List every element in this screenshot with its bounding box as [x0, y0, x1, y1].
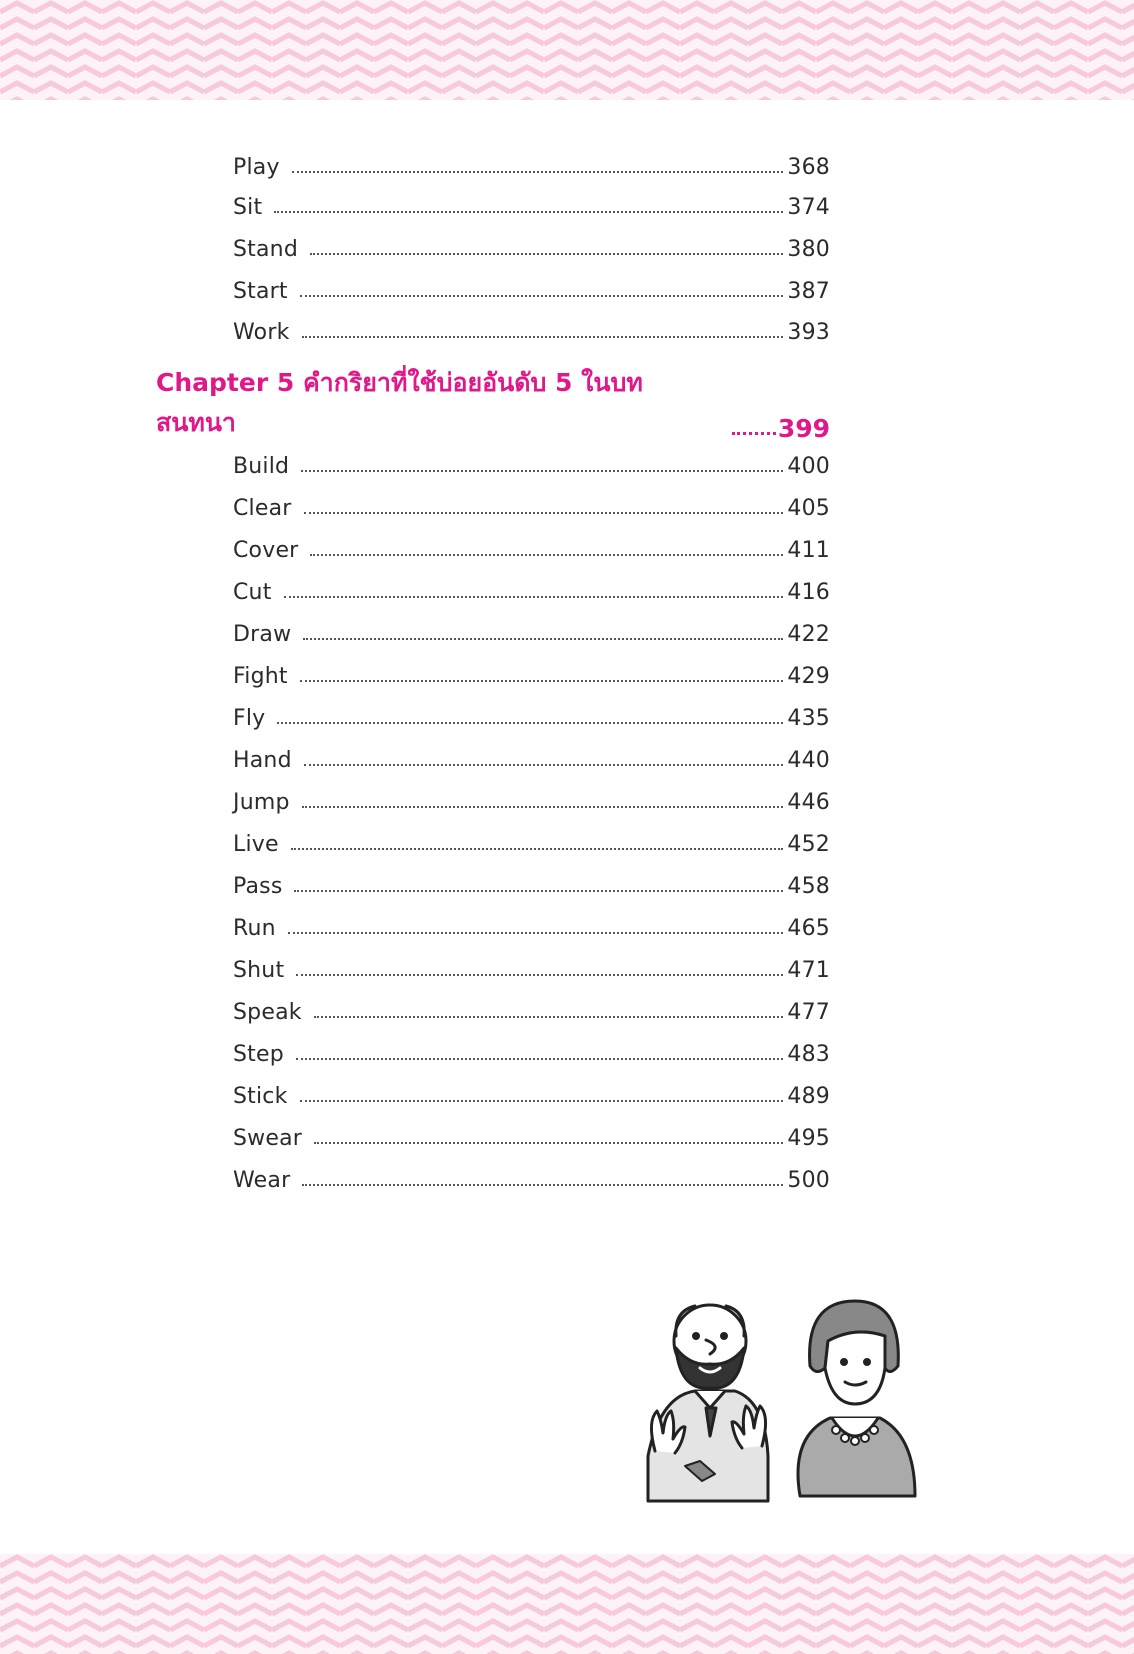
- toc-entry[interactable]: [233, 1159, 830, 1193]
- entry-word: Stick: [233, 1084, 288, 1109]
- chapter-heading[interactable]: [156, 368, 830, 443]
- entry-page-number: 489: [787, 1084, 830, 1109]
- toc-entry[interactable]: [233, 487, 830, 521]
- entry-word: Work: [233, 320, 290, 345]
- entry-word: Wear: [233, 1168, 291, 1193]
- dot-leader: [303, 638, 783, 640]
- chapter-page-number: 399: [777, 414, 830, 443]
- entry-word: Step: [233, 1042, 284, 1067]
- dot-leader: [301, 470, 783, 472]
- dot-leader: [304, 764, 784, 766]
- toc-entry[interactable]: [233, 949, 830, 983]
- entry-page-number: 393: [787, 320, 830, 345]
- toc-entry[interactable]: [233, 697, 830, 731]
- entry-page-number: 477: [787, 1000, 830, 1025]
- toc-entry[interactable]: [233, 739, 830, 773]
- entry-page-number: 495: [787, 1126, 830, 1151]
- dot-leader: [302, 336, 784, 338]
- entry-word: Fly: [233, 706, 266, 731]
- chapter-title: Chapter 5 คำกริยาที่ใช้บ่อยอันดับ 5 ในบทสนทนา: [156, 368, 643, 437]
- dot-leader: [302, 806, 784, 808]
- entry-page-number: 452: [787, 832, 830, 857]
- entry-word: Hand: [233, 748, 292, 773]
- entry-page-number: 471: [787, 958, 830, 983]
- entry-word: Draw: [233, 622, 292, 647]
- chevron-pattern: [0, 1554, 1134, 1654]
- entry-word: Cut: [233, 580, 272, 605]
- toc-entry[interactable]: [233, 1117, 830, 1151]
- toc-entry[interactable]: [233, 270, 830, 304]
- entry-page-number: 500: [787, 1168, 830, 1193]
- toc-entry[interactable]: [233, 655, 830, 689]
- entry-word: Fight: [233, 664, 288, 689]
- couple-cartoon-icon: [640, 1296, 930, 1510]
- toc-entry[interactable]: [233, 186, 830, 220]
- dot-leader: [294, 890, 783, 892]
- dot-leader: [302, 1184, 783, 1186]
- dot-leader: [314, 1016, 784, 1018]
- entry-page-number: 422: [787, 622, 830, 647]
- entry-page-number: 416: [787, 580, 830, 605]
- entry-page-number: 440: [787, 748, 830, 773]
- entry-word: Shut: [233, 958, 285, 983]
- entry-word: Play: [233, 155, 280, 180]
- entry-page-number: 380: [787, 237, 830, 262]
- entry-page-number: 374: [787, 195, 830, 220]
- entry-word: Sit: [233, 195, 263, 220]
- entry-word: Cover: [233, 538, 299, 563]
- toc-entry[interactable]: [233, 146, 830, 180]
- toc-entry[interactable]: [233, 991, 830, 1025]
- entry-page-number: 446: [787, 790, 830, 815]
- dot-leader: [310, 554, 783, 556]
- dot-leader: [310, 253, 783, 255]
- dot-leader: [300, 295, 784, 297]
- entry-page-number: 429: [787, 664, 830, 689]
- entry-word: Swear: [233, 1126, 303, 1151]
- dot-leader: [274, 211, 783, 213]
- dot-leader: [291, 848, 784, 850]
- toc-entry[interactable]: [233, 613, 830, 647]
- entry-page-number: 387: [787, 279, 830, 304]
- toc-entry[interactable]: [233, 571, 830, 605]
- entry-word: Jump: [233, 790, 290, 815]
- dot-leader: [292, 171, 784, 173]
- entry-page-number: 405: [787, 496, 830, 521]
- entry-word: Stand: [233, 237, 298, 262]
- entry-word: Speak: [233, 1000, 302, 1025]
- entry-page-number: 435: [787, 706, 830, 731]
- entry-word: Start: [233, 279, 288, 304]
- toc-entry[interactable]: [233, 1033, 830, 1067]
- entry-word: Run: [233, 916, 276, 941]
- dot-leader: [284, 596, 784, 598]
- entry-page-number: 465: [787, 916, 830, 941]
- entry-page-number: 458: [787, 874, 830, 899]
- dot-leader: [296, 974, 783, 976]
- chevron-pattern: [0, 0, 1134, 100]
- entry-page-number: 400: [787, 454, 830, 479]
- dot-leader: [304, 512, 784, 514]
- dot-leader: [277, 722, 783, 724]
- entry-word: Clear: [233, 496, 292, 521]
- toc-entry[interactable]: [233, 823, 830, 857]
- dot-leader: [314, 1142, 783, 1144]
- cartoon-illustration: [640, 1296, 930, 1506]
- toc-entry[interactable]: [233, 445, 830, 479]
- top-chevron-band: [0, 0, 1134, 100]
- toc-entry[interactable]: [233, 1075, 830, 1109]
- entry-page-number: 411: [787, 538, 830, 563]
- entry-word: Pass: [233, 874, 283, 899]
- dot-leader: [300, 1100, 784, 1102]
- toc-entry[interactable]: [233, 228, 830, 262]
- entry-page-number: 368: [787, 155, 830, 180]
- dot-leader: [732, 432, 776, 435]
- dot-leader: [296, 1058, 784, 1060]
- entry-page-number: 483: [787, 1042, 830, 1067]
- bottom-chevron-band: [0, 1554, 1134, 1654]
- toc-entry[interactable]: [233, 907, 830, 941]
- entry-word: Build: [233, 454, 290, 479]
- toc-entry[interactable]: [233, 781, 830, 815]
- toc-entry[interactable]: [233, 865, 830, 899]
- toc-entry[interactable]: [233, 311, 830, 345]
- dot-leader: [300, 680, 784, 682]
- entry-word: Live: [233, 832, 279, 857]
- toc-entry[interactable]: [233, 529, 830, 563]
- dot-leader: [288, 932, 784, 934]
